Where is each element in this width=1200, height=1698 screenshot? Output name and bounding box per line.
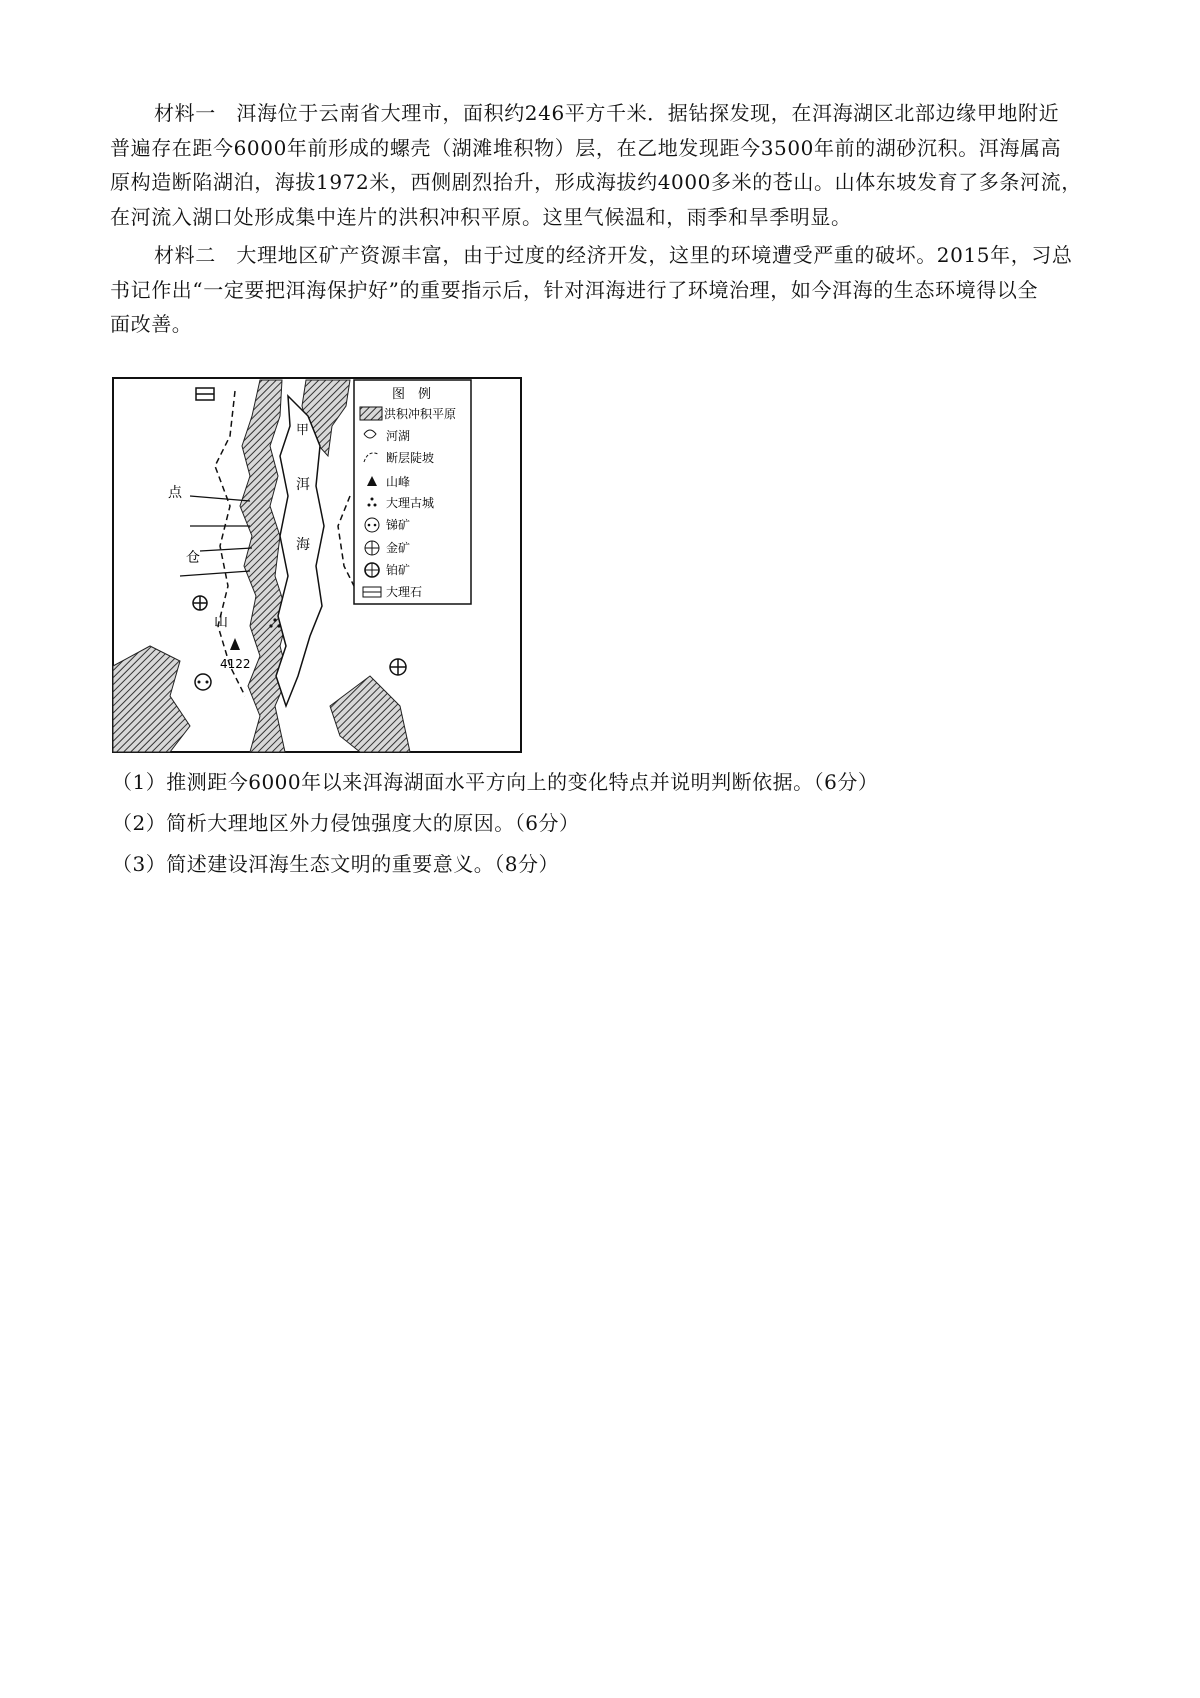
material-two-line: 书记作出“一定要把洱海保护好”的重要指示后，针对洱海进行了环境治理，如今洱海的生态环境得以全 [110,277,1039,302]
legend-label: 大理石 [386,585,423,599]
legend-label: 洪积冲积平原 [384,407,457,421]
platinum-icon [365,563,379,577]
question-1: （1）推测距今6000年以来洱海湖面水平方向上的变化特点并说明判断依据。（6分） [112,770,879,794]
map-label-shan: 山 [214,614,228,630]
peak-elevation-label: 4122 [220,657,251,671]
question-2: （2）简析大理地区外力侵蚀强度大的原因。（6分） [112,811,580,835]
map-legend [354,380,471,604]
antimony-mine-symbol [195,674,211,690]
map-label-jia: 甲 [296,423,310,438]
marble-icon [363,587,381,597]
legend-title: 图 例 [392,387,432,402]
map-label-dian: 点 [168,485,182,501]
map-label-cang: 仓 [186,550,200,566]
material-one-line: 材料一 洱海位于云南省大理市，面积约246平方千米．据钻探发现，在洱海湖区北部边缘甲地附近 [154,101,1060,125]
legend-label: 河湖 [386,429,411,443]
marble-symbol [196,388,214,400]
legend-label: 大理古城 [386,496,435,510]
antimony-icon [365,518,379,532]
legend-label: 铂矿 [386,563,411,577]
legend-label: 山峰 [386,475,411,489]
map-label-hai: 海 [296,537,310,553]
erhai-map [110,376,525,756]
material-one-line: 原构造断陷湖泊，海拔1972米，西侧剧烈抬升，形成海拔约4000多米的苍山。山体东坡发育了多条河流， [110,170,1082,194]
legend-label: 断层陡坡 [386,451,435,465]
hatch-swatch [360,407,382,420]
gold-mine-symbol [193,596,207,610]
material-two-line: 面改善。 [110,312,193,336]
material-one-line: 在河流入湖口处形成集中连片的洪积冲积平原。这里气候温和，雨季和旱季明显。 [110,204,852,229]
material-one-paragraph [110,96,1110,234]
legend-label: 金矿 [386,541,411,555]
material-two-paragraph [110,238,1110,342]
platinum-mine-symbol [390,659,406,675]
legend-label: 锑矿 [386,518,411,532]
question-3: （3）简述建设洱海生态文明的重要意义。（8分） [112,852,559,876]
material-two-line: 材料二 大理地区矿产资源丰富，由于过度的经济开发，这里的环境遭受严重的破坏。2015年，习总 [154,243,1073,267]
map-label-er: 洱 [296,477,310,493]
material-one-line: 普遍存在距今6000年前形成的螺壳（湖滩堆积物）层，在乙地发现距今3500年前的湖砂沉积。洱海属高 [110,135,1062,160]
gold-icon [365,541,379,555]
